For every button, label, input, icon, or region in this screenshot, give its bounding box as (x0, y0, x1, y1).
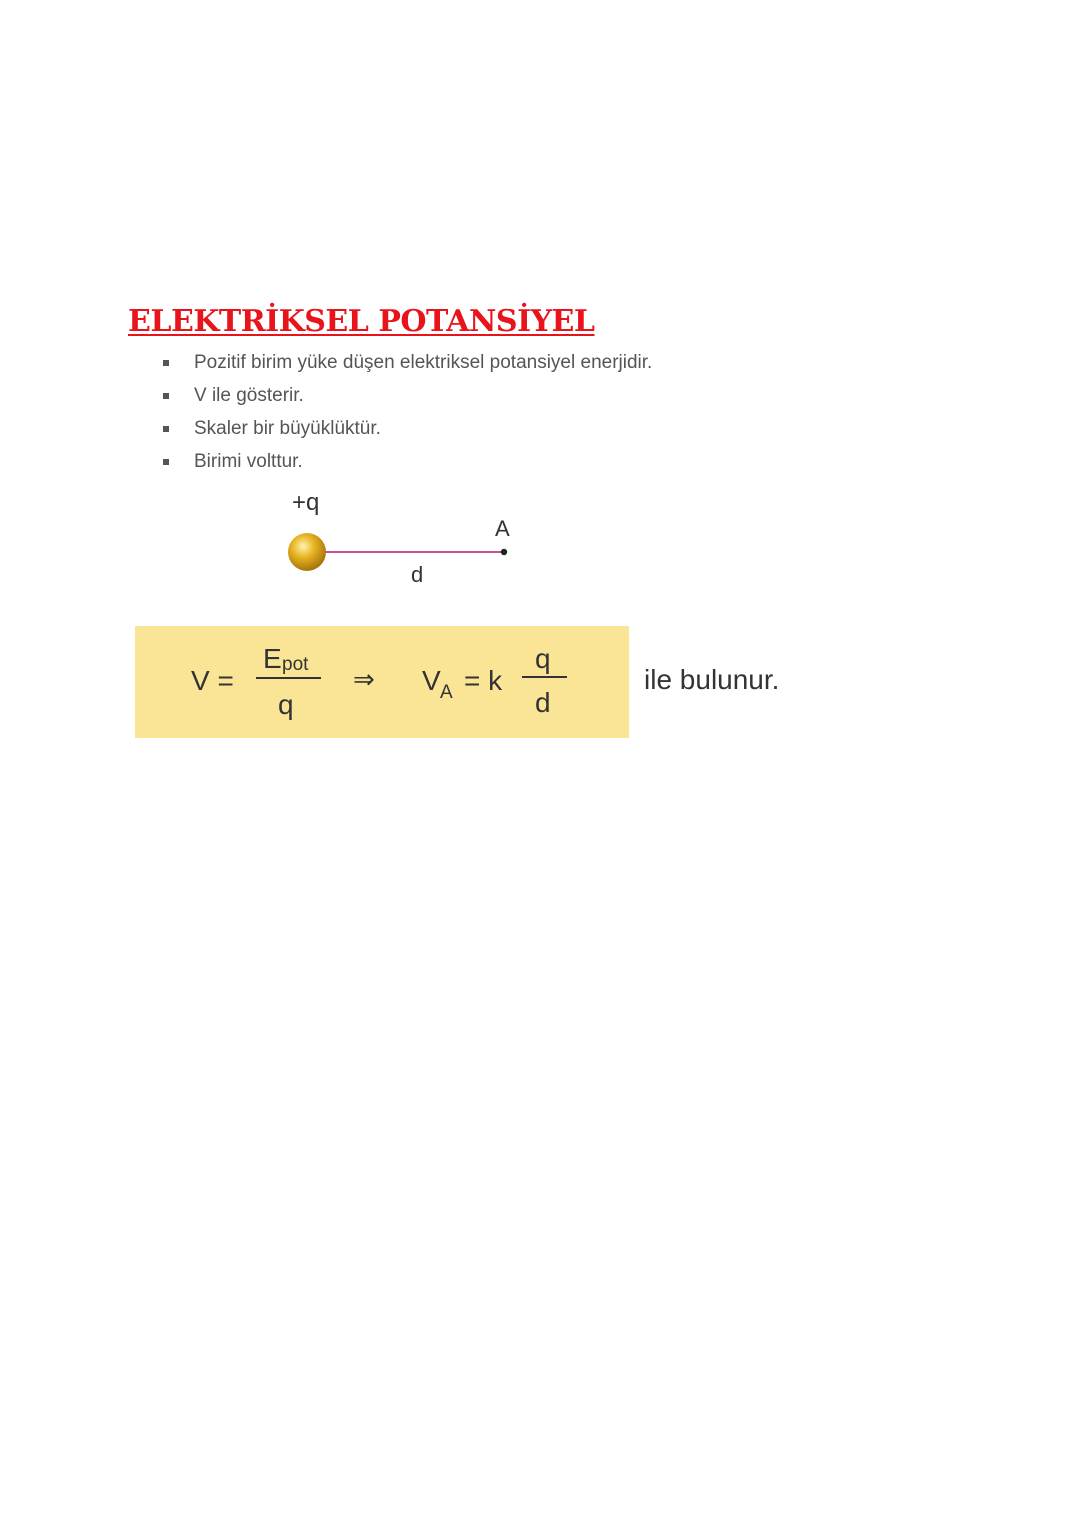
formula-rhs-numerator: q (535, 643, 551, 674)
formula-denominator: q (278, 689, 294, 720)
list-item (160, 348, 652, 381)
implies-arrow: ⇒ (353, 664, 375, 694)
square-bullet-icon (163, 393, 169, 399)
list-item-text: V ile gösterir. (194, 385, 304, 406)
distance-label: d (411, 562, 424, 587)
list-item (160, 414, 652, 447)
formula-rhs-sub: A (440, 682, 453, 703)
formula-lhs: V = (191, 665, 234, 696)
point-a-label: A (495, 516, 510, 541)
formula-suffix: ile bulunur. (644, 664, 780, 695)
square-bullet-icon (163, 459, 169, 465)
point-a-dot (501, 549, 507, 555)
bullet-list (160, 348, 652, 480)
square-bullet-icon (163, 360, 169, 366)
formula-numerator-sub: pot (282, 654, 309, 675)
charge-sphere (288, 533, 326, 571)
formula-graphic (135, 626, 629, 738)
formula-box (135, 626, 629, 738)
charge-distance-figure (280, 488, 540, 592)
list-item-text: Birimi volttur. (194, 451, 303, 472)
list-item (160, 381, 652, 414)
list-item-text: Pozitif birim yüke düşen elektriksel potansiyel enerjidir. (194, 352, 653, 373)
section-heading: ELEKTRİKSEL POTANSİYEL (128, 304, 595, 339)
square-bullet-icon (163, 426, 169, 432)
formula-rhs-main: V (422, 665, 441, 696)
list-item (160, 447, 652, 480)
charge-label: +q (292, 489, 320, 516)
formula-rhs-denominator: d (535, 687, 551, 718)
list-item-text: Skaler bir büyüklüktür. (194, 418, 381, 439)
formula-rhs-eq: = k (464, 665, 503, 696)
formula-numerator-main: E (263, 643, 282, 674)
